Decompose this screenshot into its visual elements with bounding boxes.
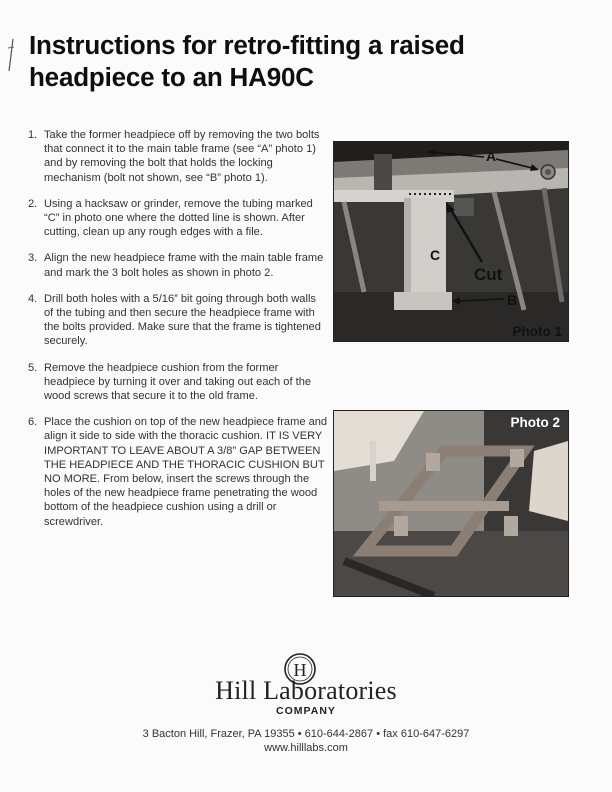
step-number: 4. [28, 292, 38, 305]
step-3 [28, 251, 328, 279]
company-address: 3 Bacton Hill, Frazer, PA 19355 • 610-644-2867 • fax 610-647-6297 [142, 728, 470, 740]
step-4 [28, 292, 328, 349]
step-text: Take the former headpiece off by removing the two bolts that connect it to the main table frame (see “A” photo 1) and by removing the bolt that holds the locking mechanism (bolt not shown, see “B” photo 1). [44, 129, 320, 184]
step-text: Drill both holes with a 5/16” bit going through both walls of the tubing and then secure the headpiece frame with the bolts provided. Make sure that the frame is tightened securely. [44, 292, 321, 348]
step-number: 2. [28, 197, 38, 210]
step-number: 6. [28, 416, 38, 429]
step-6 [28, 415, 328, 529]
step-text: Remove the headpiece cushion from the former headpiece by turning it over and taking out each of the wood screws that secure it to the old frame. [44, 361, 312, 403]
company-subtitle: COMPANY [276, 705, 336, 717]
step-text: Align the new headpiece frame with the main table frame and mark the 3 bolt holes as shown in photo 2. [44, 252, 324, 279]
photo-1-caption: Photo 1 [512, 324, 562, 339]
title-line-1: Instructions for retro-fitting a raised [29, 32, 465, 60]
step-5 [28, 361, 328, 404]
label-b: B [507, 292, 518, 308]
photo-2-caption: Photo 2 [510, 415, 560, 430]
photo-1 [333, 141, 569, 342]
label-cut: Cut [474, 265, 503, 284]
label-c: C [430, 247, 441, 263]
step-text: Using a hacksaw or grinder, remove the tubing marked “C” in photo one where the dotted line is shown. After cutting, clean up any rough edges with a file. [44, 197, 313, 239]
step-2 [28, 197, 328, 240]
photo-2 [333, 410, 569, 597]
label-a: A [486, 148, 497, 164]
page-title [29, 30, 600, 94]
logo-letter: H [293, 660, 307, 680]
photo-2-image [334, 411, 568, 596]
step-1 [28, 128, 328, 185]
step-text: Place the cushion on top of the new headpiece frame and align it side to side with the thoracic cushion. IT IS VERY IMPORTANT TO LEAVE ABOUT A 3/8” GAP BETWEEN THE HEADPIECE AND THE THORACIC CUSHION BUT NO MORE. From below, insert the screws through the holes of the new headpiece frame penetrating the wood bottom of the headpiece cushion using a drill or screwdriver. [44, 416, 328, 528]
title-line-2: headpiece to an HA90C [29, 64, 314, 92]
step-number: 5. [28, 361, 38, 374]
step-number: 3. [28, 252, 38, 265]
company-website[interactable]: www.hilllabs.com [264, 742, 348, 754]
scan-mark-icon [6, 38, 16, 72]
instruction-steps [28, 128, 328, 529]
photo-1-image [334, 142, 568, 341]
step-number: 1. [28, 129, 38, 141]
company-name: Hill Laboratories [215, 676, 397, 705]
